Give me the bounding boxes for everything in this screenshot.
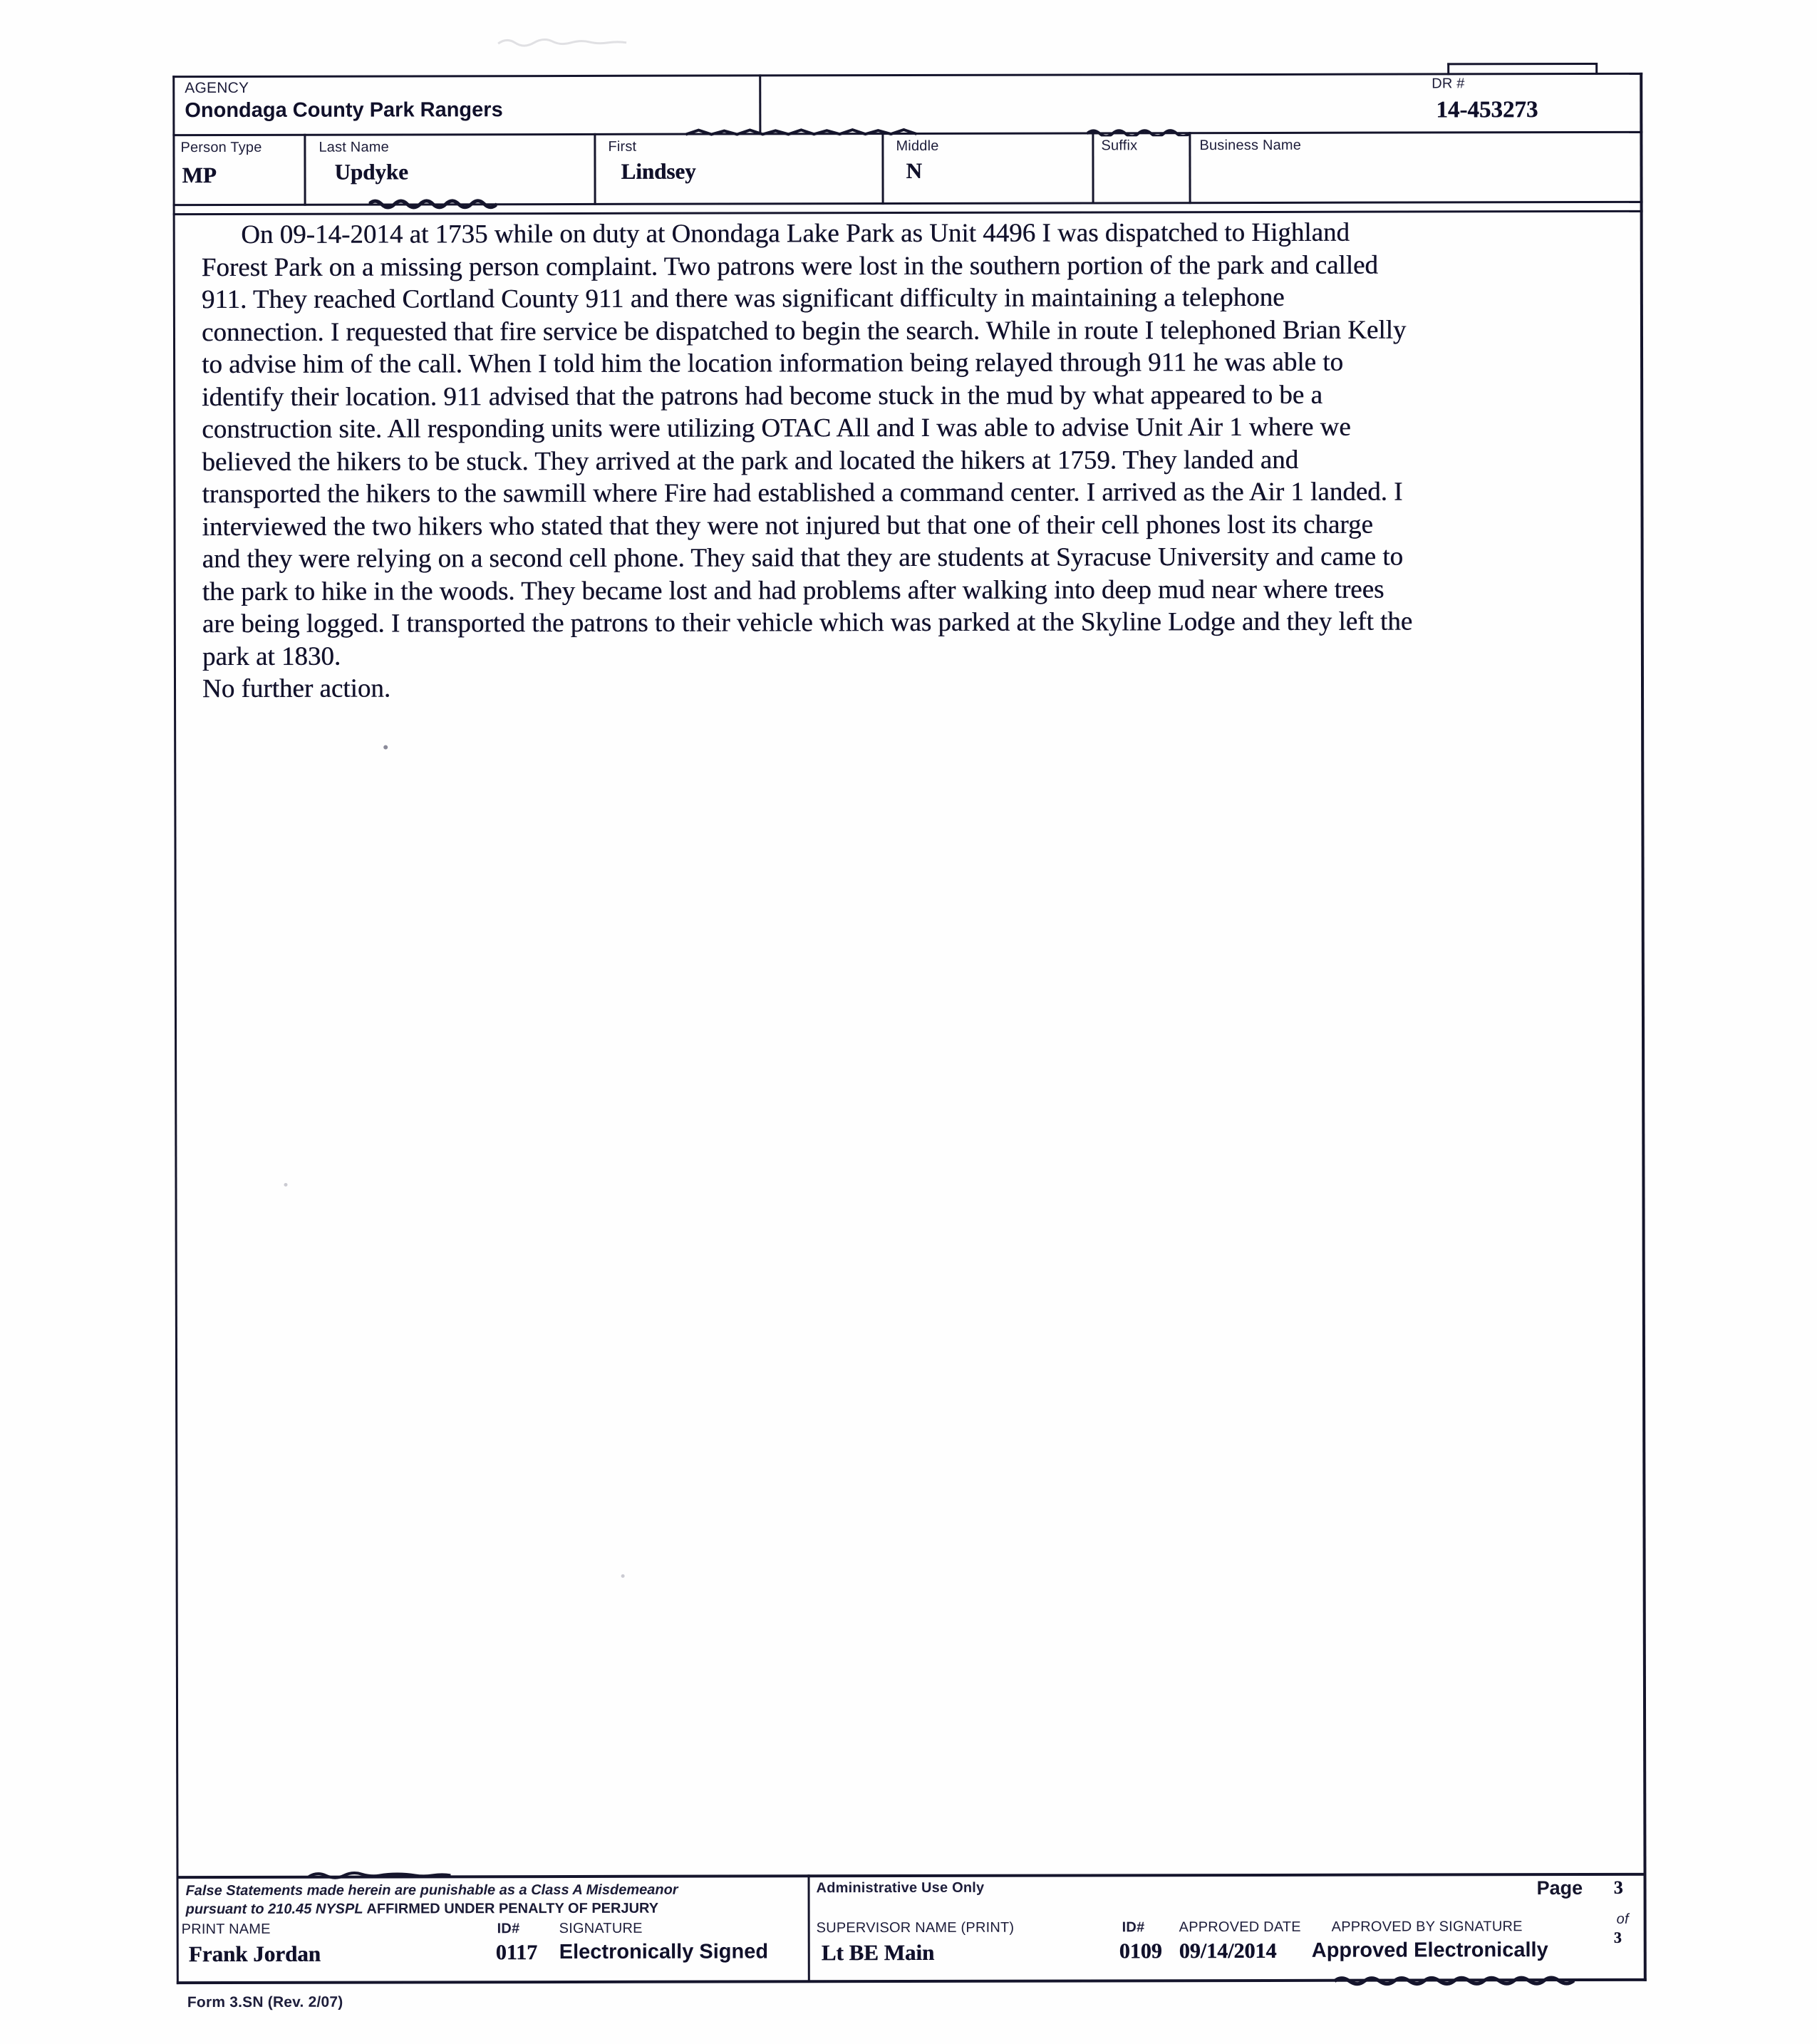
narrative-text: On 09-14-2014 at 1735 while on duty at Onondaga Lake Park as Unit 4496 I was dispatched to Highland Forest Park on a missing person complaint. Two patrons were lost in the southern portion of the park and called 911. They reached Cortland County 911 and there was significant difficulty in maintaining a telephone connection. I requested that fire service be dispatched to begin the search. While in route I telephoned Brian Kelly to advise him of the call. When I told him the location information being relayed through 911 he was able to identify their location. 911 advised that the patrons had become stuck in the mud by what appeared to be a construction site. All responding units were utilizing OTAC All and I was able to advise Unit Air 1 where we believed the hikers to be stuck. They arrived at the park and located the hikers at 1759. They landed and transported the hikers to the sawmill where Fire had established a command center. I arrived as the Air 1 landed. I interviewed the two hikers who stated that they were not injured but that one of their cell phones lost its charge and they were relying on a second cell phone. They said that they are students at Syracuse University and came to the park to hike in the woods. They became lost and had problems after walking into deep mud near where trees are being logged. I transported the patrons to their vehicle which was parked at the Skyline Lodge and they left the park at 1830. No further action. (201, 217, 1413, 704)
perjury-statement-line2-affirmation: AFFIRMED UNDER PENALTY OF PERJURY (366, 1900, 659, 1917)
dr-number-value: 14-453273 (1436, 97, 1538, 123)
signature-label: SIGNATURE (559, 1920, 643, 1937)
form-number-footnote: Form 3.SN (Rev. 2/07) (187, 1993, 343, 2011)
dr-box-notch-left (1447, 63, 1449, 75)
signature-value: Electronically Signed (559, 1940, 769, 1964)
lastname-first-divider (594, 133, 596, 205)
dr-box-notch-right (1595, 63, 1598, 75)
scan-squiggle-first-top (685, 127, 935, 138)
supervisor-name-label: SUPERVISOR NAME (PRINT) (816, 1919, 1015, 1936)
scan-squiggle-top (497, 35, 646, 49)
middle-suffix-divider (1092, 132, 1094, 204)
page-of-label: of (1616, 1911, 1629, 1927)
middle-name-label: Middle (896, 138, 939, 155)
person-type-value: MP (182, 162, 217, 188)
page-label: Page (1536, 1877, 1583, 1899)
scan-speck (383, 745, 388, 750)
scan-squiggle-lastname-bottom (369, 197, 497, 210)
first-middle-divider (881, 133, 884, 205)
approved-date-label: APPROVED DATE (1179, 1919, 1301, 1936)
perjury-statement-line1: False Statements made herein are punishable as a Class A Misdemeanor (185, 1882, 678, 1899)
agency-label: AGENCY (185, 79, 249, 97)
dr-number-label: DR # (1432, 76, 1465, 92)
page-number: 3 (1613, 1877, 1623, 1898)
dr-box-notch-top (1447, 63, 1597, 65)
scan-speck (621, 1574, 625, 1578)
supervisor-id-label: ID# (1122, 1919, 1145, 1936)
suffix-label: Suffix (1101, 138, 1138, 154)
agency-dr-divider (759, 74, 761, 135)
footer-center-divider (808, 1874, 810, 1981)
perjury-statement-line2-citation: pursuant to 210.45 NYSPL (185, 1901, 363, 1918)
last-name-value: Updyke (334, 159, 408, 185)
business-name-label: Business Name (1199, 137, 1302, 154)
approved-date-value: 09/14/2014 (1179, 1939, 1277, 1963)
scan-speck (284, 1183, 287, 1187)
approved-by-signature-label: APPROVED BY SIGNATURE (1331, 1919, 1523, 1935)
approved-by-signature-value: Approved Electronically (1311, 1939, 1548, 1962)
print-name-value: Frank Jordan (188, 1941, 321, 1967)
first-name-label: First (608, 138, 637, 155)
agency-value: Onondaga County Park Rangers (185, 98, 503, 123)
form-top-border (172, 73, 1642, 78)
officer-id-value: 0117 (495, 1941, 538, 1965)
officer-id-label: ID# (497, 1921, 520, 1937)
middle-name-value: N (906, 158, 922, 184)
supervisor-name-value: Lt BE Main (821, 1939, 935, 1966)
scan-squiggle-footer-bottom (1335, 1974, 1580, 1986)
narrative-box-top-border (173, 210, 1643, 215)
suffix-business-divider (1189, 132, 1191, 204)
scan-squiggle-footer-top (308, 1869, 450, 1879)
page-total: 3 (1613, 1928, 1622, 1946)
admin-use-only-title: Administrative Use Only (816, 1879, 985, 1896)
form-left-border (172, 76, 179, 1984)
perjury-statement-line2 (186, 1901, 659, 1918)
first-name-value: Lindsey (621, 158, 696, 184)
last-name-label: Last Name (319, 139, 389, 155)
scan-squiggle-suffix-top (1087, 126, 1190, 136)
print-name-label: PRINT NAME (181, 1921, 271, 1938)
supervisor-id-value: 0109 (1119, 1939, 1162, 1963)
person-type-label: Person Type (180, 139, 262, 156)
persontype-lastname-divider (304, 134, 306, 206)
